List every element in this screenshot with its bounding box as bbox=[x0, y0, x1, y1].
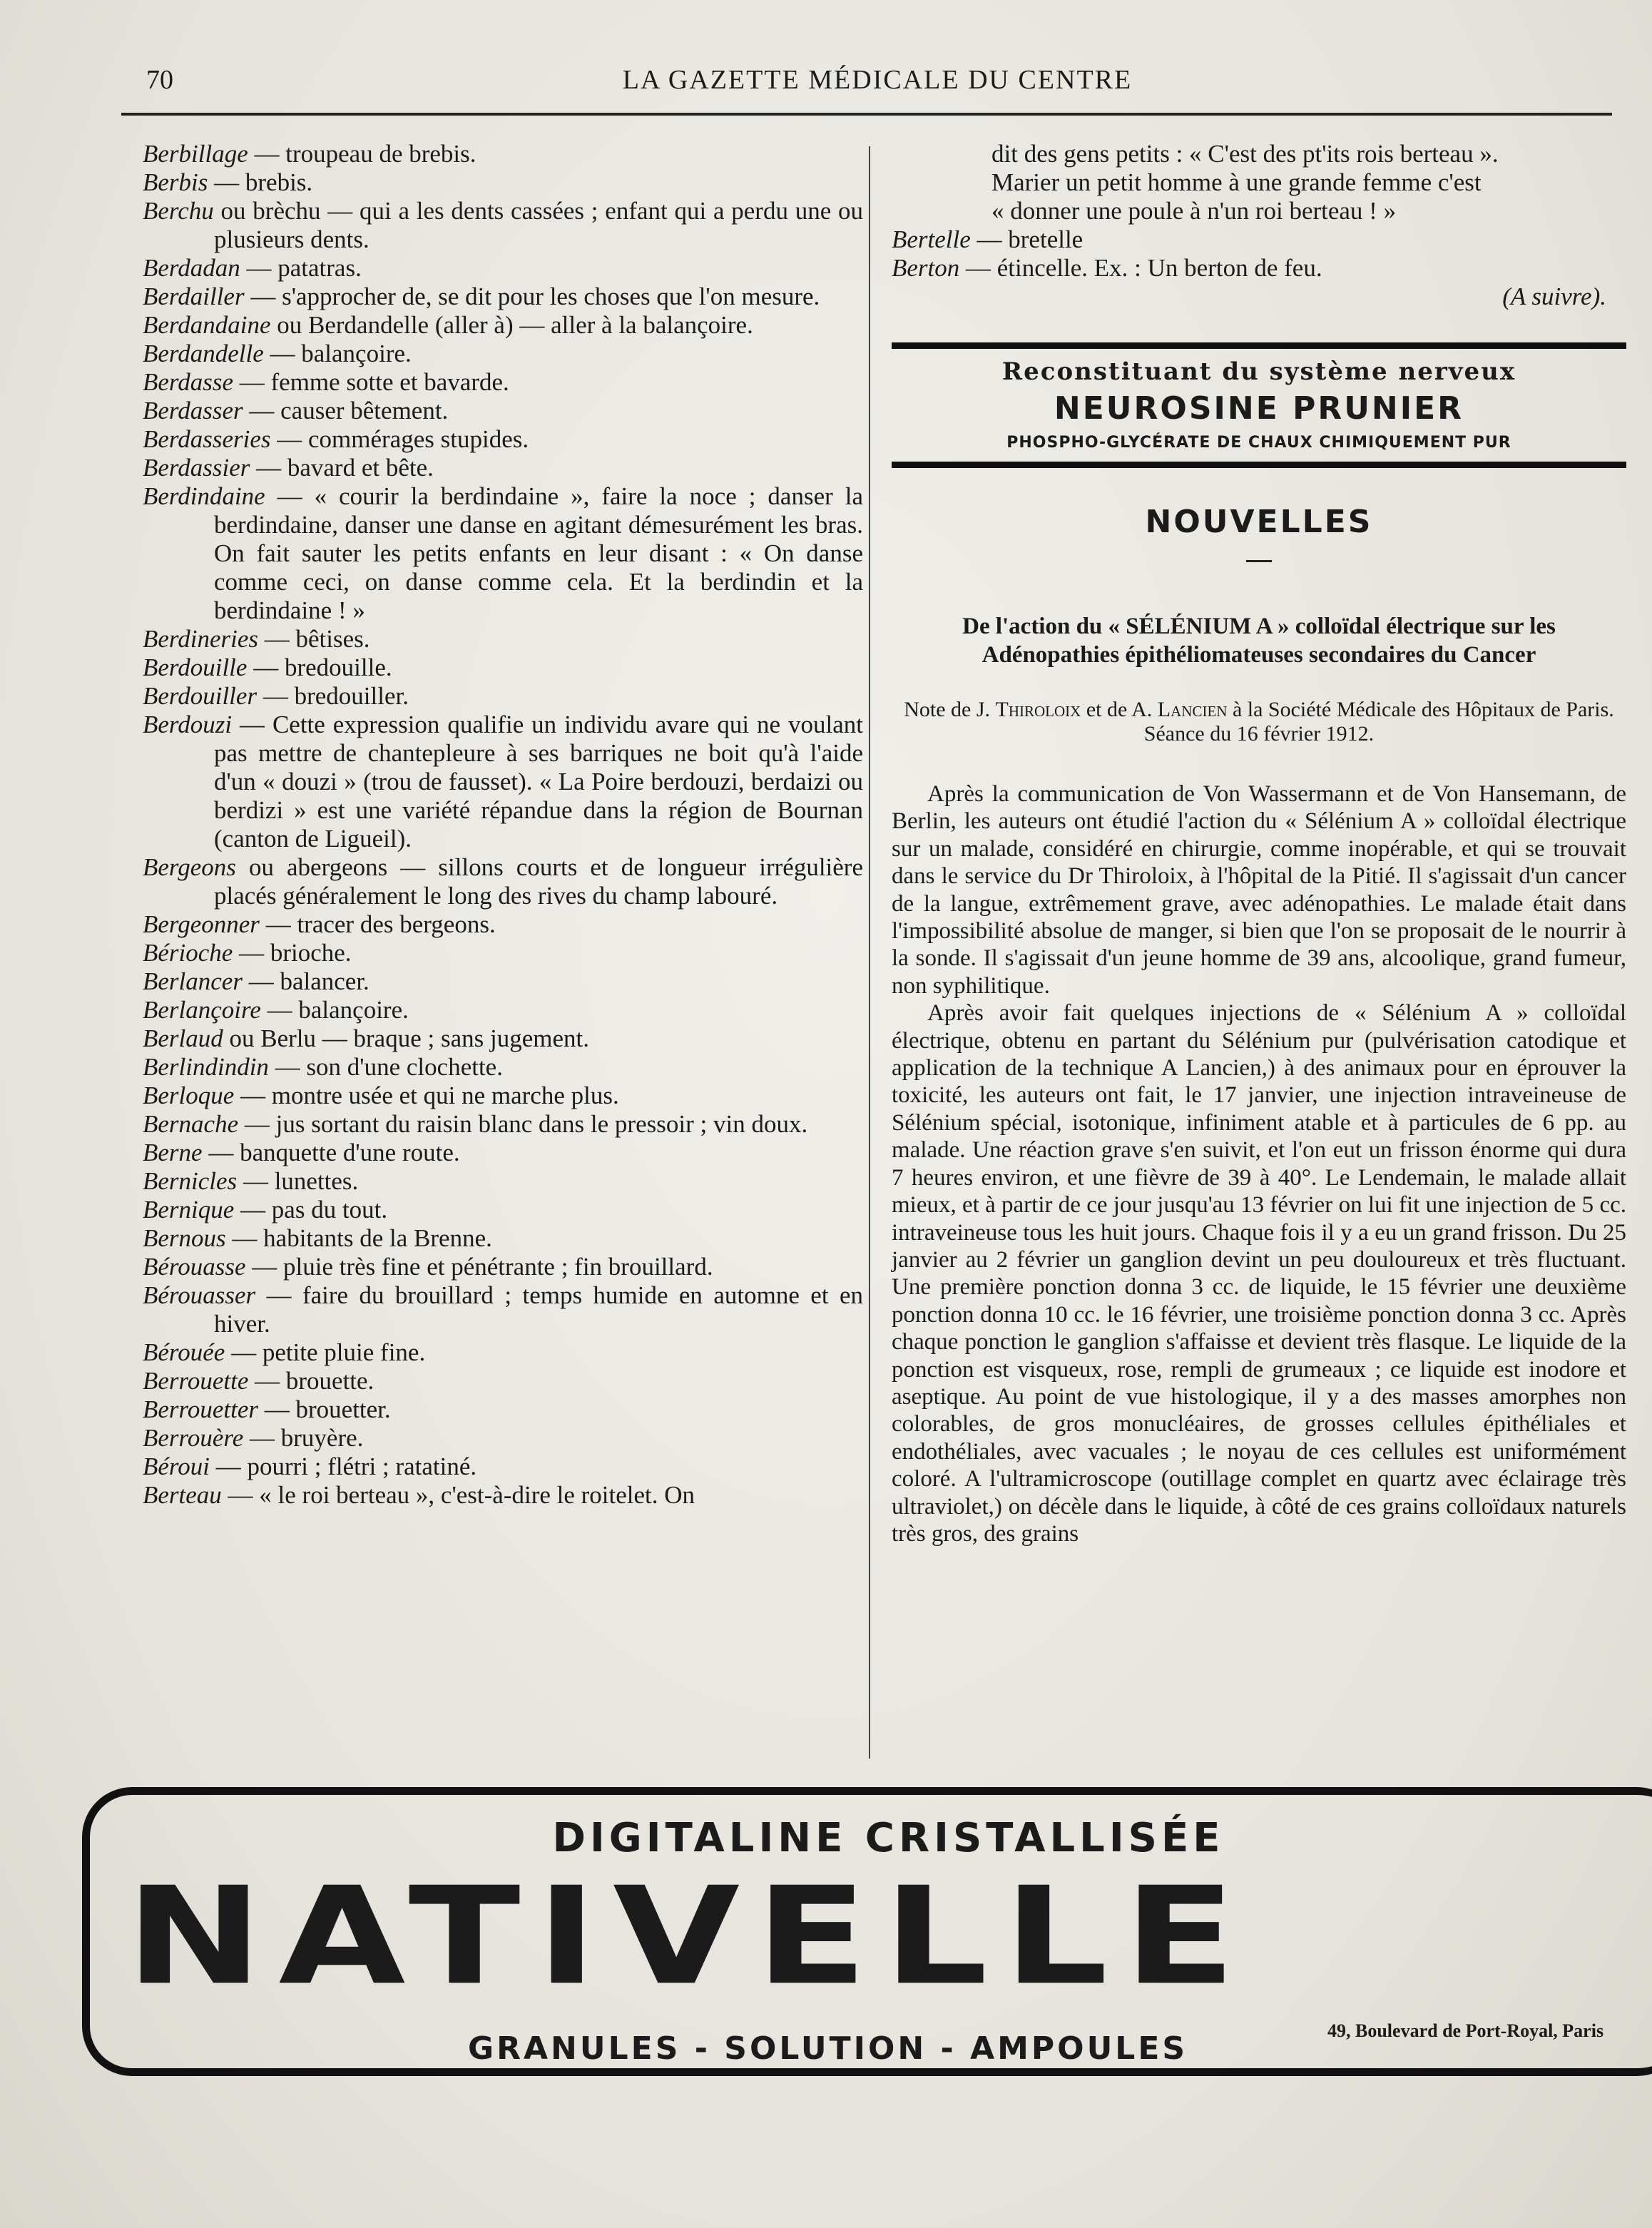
glossary-entry bbox=[143, 482, 863, 625]
entry-headword: Berlancer bbox=[143, 967, 243, 995]
entry-headword: Bernicles bbox=[143, 1167, 238, 1195]
entry-headword: Berlançoire bbox=[143, 996, 261, 1024]
entry-definition: — causer bêtement. bbox=[243, 397, 449, 424]
glossary-entry bbox=[143, 1367, 863, 1395]
entry-headword: Berdouzi bbox=[143, 711, 233, 738]
glossary-entry bbox=[143, 368, 863, 397]
glossary-entry bbox=[892, 225, 1626, 254]
glossary-entry bbox=[143, 1082, 863, 1110]
entry-definition: — bêtises. bbox=[258, 625, 370, 653]
entry-definition: — brebis. bbox=[208, 168, 313, 196]
entry-definition: — balancer. bbox=[242, 967, 369, 995]
entry-definition: — « le roi berteau », c'est-à-dire le roitelet. On bbox=[221, 1481, 695, 1509]
entry-definition: — troupeau de brebis. bbox=[248, 140, 476, 168]
entry-headword: Berrouetter bbox=[143, 1395, 258, 1423]
entry-headword: Berrouette bbox=[143, 1367, 249, 1395]
entry-headword: Bérouasser bbox=[143, 1281, 256, 1309]
glossary-entry bbox=[143, 1281, 863, 1338]
glossary-entry bbox=[143, 682, 863, 711]
running-head bbox=[121, 59, 1633, 101]
entry-headword: Berbis bbox=[143, 168, 208, 196]
entry-headword: Berbillage bbox=[143, 140, 248, 168]
entry-definition: — habitants de la Brenne. bbox=[225, 1224, 492, 1252]
entry-headword: Berdasser bbox=[143, 397, 243, 424]
continuation-line: « donner une poule à n'un roi berteau ! » bbox=[991, 197, 1397, 225]
entry-definition: — bavard et bête. bbox=[250, 454, 434, 482]
entry-headword: Berton bbox=[892, 254, 960, 282]
article-paragraph: Après avoir fait quelques injections de « Sélénium A » colloïdal électrique, obtenu en partant du Sélénium pur (pulvérisation catodique et application de la technique A Lancien,) à des animaux pour en éprouver la toxicité, les auteurs ont fait, le 17 janvier, une injection intraveineuse de Sélénium spécial, isotonique, infiniment atable et à particules de 6 pp. au malade. Une réaction grave s'en suivit, et l'on eut un frisson énorme qui dura 7 heures environ, et une fièvre de 39 à 40°. Le Lendemain, le malade allait mieux, et à partir de ce jour jusqu'au 13 février on lui fit une injection de 5 cc. intraveineuse tous les huit jours. Chaque fois il y a eu un grand frisson. Du 25 janvier au 2 février un ganglion devint un peu douloureux et très fluctuant. Une première ponction donna 3 cc. de liquide, le 15 février une deuxième ponction donna 10 cc. le 16 février, une troisième ponction donna 3 cc. Après chaque ponction le ganglion s'affaisse et devient très flasque. Le liquide de la ponction est visqueux, rose, rempli de grumeaux ; ce liquide est inodore et aseptique. Au point de vue histologique, il y a des masses amorphes non colorables, de gros monucléaires, de grosses cellules épithéliales et endothéliales, avec vacuales ; le noyau de ces cellules est uniformément coloré. A l'ultramicroscope (outillage complet en quartz avec éclairage très ultraviolet,) on décèle dans le liquide, à côté de ces grains colloïdaux naturels très gros, des grains bbox=[892, 1000, 1626, 1547]
entry-headword: Bernache bbox=[143, 1110, 239, 1138]
to-follow-note: (A suivre). bbox=[1502, 283, 1606, 310]
glossary-entry bbox=[143, 283, 863, 311]
entry-headword: Berdindaine bbox=[143, 482, 265, 510]
column-divider bbox=[869, 146, 870, 1759]
entry-headword: Bertelle bbox=[892, 225, 971, 253]
glossary-entry bbox=[143, 967, 863, 996]
advert-tagline: Reconstituant du système nerveux bbox=[1001, 357, 1516, 386]
nativelle-advert bbox=[82, 1787, 1652, 2076]
neurosine-advert bbox=[892, 342, 1626, 468]
left-column bbox=[143, 140, 863, 1510]
glossary-entry bbox=[143, 340, 863, 368]
entry-headword: Bérouasse bbox=[143, 1253, 246, 1281]
entry-definition: — banquette d'une route. bbox=[202, 1139, 460, 1166]
entry-headword: Berdandaine bbox=[143, 311, 271, 339]
advert-product: NEUROSINE PRUNIER bbox=[1054, 390, 1464, 427]
entry-definition: — brouetter. bbox=[258, 1395, 391, 1423]
entry-definition: — montre usée et qui ne marche plus. bbox=[234, 1082, 619, 1109]
entry-definition: — brioche. bbox=[233, 939, 352, 967]
entry-headword: Berdandelle bbox=[143, 340, 264, 367]
continuation-line: Marier un petit homme à une grande femme c'est bbox=[991, 168, 1482, 196]
entry-definition: — patatras. bbox=[240, 254, 362, 282]
glossary-entry bbox=[143, 1253, 863, 1281]
entry-headword: Béroui bbox=[143, 1453, 210, 1480]
entry-headword: Berdasseries bbox=[143, 425, 271, 453]
entry-headword: Bergeons bbox=[143, 853, 236, 881]
glossary-entry bbox=[143, 397, 863, 425]
advert-brand: NATIVELLE bbox=[126, 1858, 1252, 2015]
glossary-entry bbox=[143, 454, 863, 482]
glossary-entry bbox=[143, 1053, 863, 1082]
advert-top-line: DIGITALINE CRISTALLISÉE bbox=[552, 1815, 1225, 1861]
entry-headword: Berdouille bbox=[143, 653, 248, 681]
glossary-entry bbox=[143, 1453, 863, 1481]
entry-definition: — bruyère. bbox=[243, 1424, 364, 1452]
glossary-entry bbox=[143, 653, 863, 682]
entry-definition: — étincelle. Ex. : Un berton de feu. bbox=[959, 254, 1322, 282]
entry-headword: Berdadan bbox=[143, 254, 240, 282]
note-text: à la Société Médicale des Hôpitaux de Paris. Séance du 16 février 1912. bbox=[1143, 698, 1614, 746]
glossary-entry bbox=[143, 1024, 863, 1053]
author-name: Lancien bbox=[1157, 698, 1228, 721]
page-number: 70 bbox=[146, 65, 173, 95]
entry-definition: — balançoire. bbox=[260, 996, 409, 1024]
glossary-entry bbox=[143, 910, 863, 939]
right-column bbox=[892, 140, 1626, 1547]
entry-headword: Bernous bbox=[143, 1224, 226, 1252]
advert-forms: GRANULES - SOLUTION - AMPOULES bbox=[468, 2030, 1188, 2067]
article-note bbox=[892, 698, 1626, 746]
entry-definition: — pluie très fine et pénétrante ; fin brouillard. bbox=[245, 1253, 713, 1281]
continuation-line: dit des gens petits : « C'est des pt'its rois berteau ». bbox=[991, 140, 1499, 168]
entry-headword: Berdassier bbox=[143, 454, 250, 482]
glossary-entry bbox=[143, 996, 863, 1024]
entry-headword: Berdasse bbox=[143, 368, 234, 396]
entry-definition: ou Berdandelle (aller à) — aller à la balançoire. bbox=[270, 311, 753, 339]
glossary-entry bbox=[143, 1224, 863, 1253]
entry-definition: — Cette expression qualifie un individu avare qui ne voulant pas mettre de chantepleure à ses barriques ne boit qu'à l'aide d'un « douzi » (trou de fausset). « La Poire berdouzi, berdaizi ou berdizi » est une variété répandue dans la région de Bournan (canton de Ligueil). bbox=[214, 711, 863, 853]
entry-definition: — petite pluie fine. bbox=[225, 1338, 426, 1366]
entry-headword: Berchu bbox=[143, 197, 214, 225]
glossary-entry bbox=[143, 311, 863, 340]
advert-address: 49, Boulevard de Port-Royal, Paris bbox=[1327, 2020, 1604, 2041]
glossary-entry bbox=[143, 1167, 863, 1196]
entry-headword: Berdailler bbox=[143, 283, 245, 310]
glossary-entry bbox=[143, 1110, 863, 1139]
article-paragraph: Après la communication de Von Wassermann et de Von Hansemann, de Berlin, les auteurs ont étudié l'action du « Sélénium A » colloïdal électrique sur un malade, considéré en chirurgie, comme inopérable, et qui se trouvait dans le service du Dr Thiroloix, à l'hôpital de la Pitié. Il s'agissait d'un cancer de la langue, extrêmement grave, avec adénopathies. Le malade était dans l'impossibilité absolue de manger, si bien que l'on se proposait de le nourrir à la sonde. Il s'agissait d'un jeune homme de 39 ans, alcoolique, grand fumeur, non syphilitique. bbox=[892, 781, 1626, 999]
entry-headword: Berlaud bbox=[143, 1024, 223, 1052]
entry-definition: — balançoire. bbox=[263, 340, 412, 367]
entry-definition: — pas du tout. bbox=[234, 1196, 388, 1224]
glossary-entry bbox=[143, 939, 863, 967]
article-title: De l'action du « SÉLÉNIUM A » colloïdal électrique sur les Adénopathies épithéliomateuses secondaires du Cancer bbox=[962, 614, 1556, 668]
glossary-entry bbox=[143, 425, 863, 454]
entry-headword: Berdineries bbox=[143, 625, 258, 653]
entry-definition: — jus sortant du raisin blanc dans le pressoir ; vin doux. bbox=[238, 1110, 808, 1138]
glossary-entry bbox=[143, 1139, 863, 1167]
glossary-entry bbox=[143, 1395, 863, 1424]
glossary-entry bbox=[143, 625, 863, 653]
entry-headword: Bérioche bbox=[143, 939, 233, 967]
section-title: NOUVELLES bbox=[1145, 504, 1373, 540]
entry-definition: ou Berlu — braque ; sans jugement. bbox=[223, 1024, 589, 1052]
entry-definition: — lunettes. bbox=[237, 1167, 359, 1195]
glossary-entry bbox=[892, 254, 1626, 283]
entry-headword: Berne bbox=[143, 1139, 203, 1166]
entry-definition: — « courir la berdindaine », faire la noce ; danser la berdindaine, danser une danse en agitant démesurément les bras. On fait sauter les petits enfants en leur disant : « On danse comme ceci, on danse comme cela. Et la berdindin et la berdindaine ! » bbox=[214, 482, 863, 624]
entry-definition: — s'approcher de, se dit pour les choses que l'on mesure. bbox=[244, 283, 820, 310]
entry-definition: — son d'une clochette. bbox=[268, 1053, 503, 1081]
glossary-entry bbox=[143, 1196, 863, 1224]
entry-definition: — bredouiller. bbox=[257, 682, 409, 710]
entry-definition: — commérages stupides. bbox=[270, 425, 529, 453]
entry-definition: — tracer des bergeons. bbox=[259, 910, 496, 938]
entry-definition: — bretelle bbox=[970, 225, 1084, 253]
entry-headword: Bernique bbox=[143, 1196, 235, 1224]
header-rule bbox=[121, 113, 1612, 116]
glossary-entry bbox=[143, 254, 863, 283]
note-text: Note de J. bbox=[904, 698, 996, 721]
glossary-entry bbox=[143, 168, 863, 197]
advert-subtitle: PHOSPHO-GLYCÉRATE DE CHAUX CHIMIQUEMENT PUR bbox=[1006, 434, 1511, 452]
glossary-entry bbox=[143, 711, 863, 853]
glossary-entry bbox=[143, 1338, 863, 1367]
entry-definition: — brouette. bbox=[248, 1367, 374, 1395]
entry-headword: Bergeonner bbox=[143, 910, 260, 938]
glossary-entry bbox=[143, 1481, 863, 1510]
entry-definition: — faire du brouillard ; temps humide en automne et en hiver. bbox=[214, 1281, 863, 1338]
glossary-entry bbox=[143, 140, 863, 168]
entry-headword: Berloque bbox=[143, 1082, 235, 1109]
entry-headword: Bérouée bbox=[143, 1338, 225, 1366]
entry-definition: — femme sotte et bavarde. bbox=[233, 368, 509, 396]
journal-title: LA GAZETTE MÉDICALE DU CENTRE bbox=[622, 65, 1133, 95]
glossary-entry bbox=[143, 197, 863, 254]
entry-definition: ou brèchu — qui a les dents cassées ; enfant qui a perdu une ou plusieurs dents. bbox=[213, 197, 863, 253]
author-name: Thiroloix bbox=[995, 698, 1081, 721]
entry-headword: Berrouère bbox=[143, 1424, 244, 1452]
glossary-entry bbox=[143, 1424, 863, 1453]
entry-headword: Berlindindin bbox=[143, 1053, 269, 1081]
entry-definition: ou abergeons — sillons courts et de longueur irrégulière placés généralement le long des rives du champ labouré. bbox=[214, 853, 863, 910]
entry-headword: Berteau bbox=[143, 1481, 222, 1509]
entry-headword: Berdouiller bbox=[143, 682, 258, 710]
entry-definition: — bredouille. bbox=[247, 653, 392, 681]
section-divider bbox=[1246, 560, 1272, 562]
entry-definition: — pourri ; flétri ; ratatiné. bbox=[209, 1453, 477, 1480]
glossary-entry bbox=[143, 853, 863, 910]
note-text: et de A. bbox=[1081, 698, 1158, 721]
